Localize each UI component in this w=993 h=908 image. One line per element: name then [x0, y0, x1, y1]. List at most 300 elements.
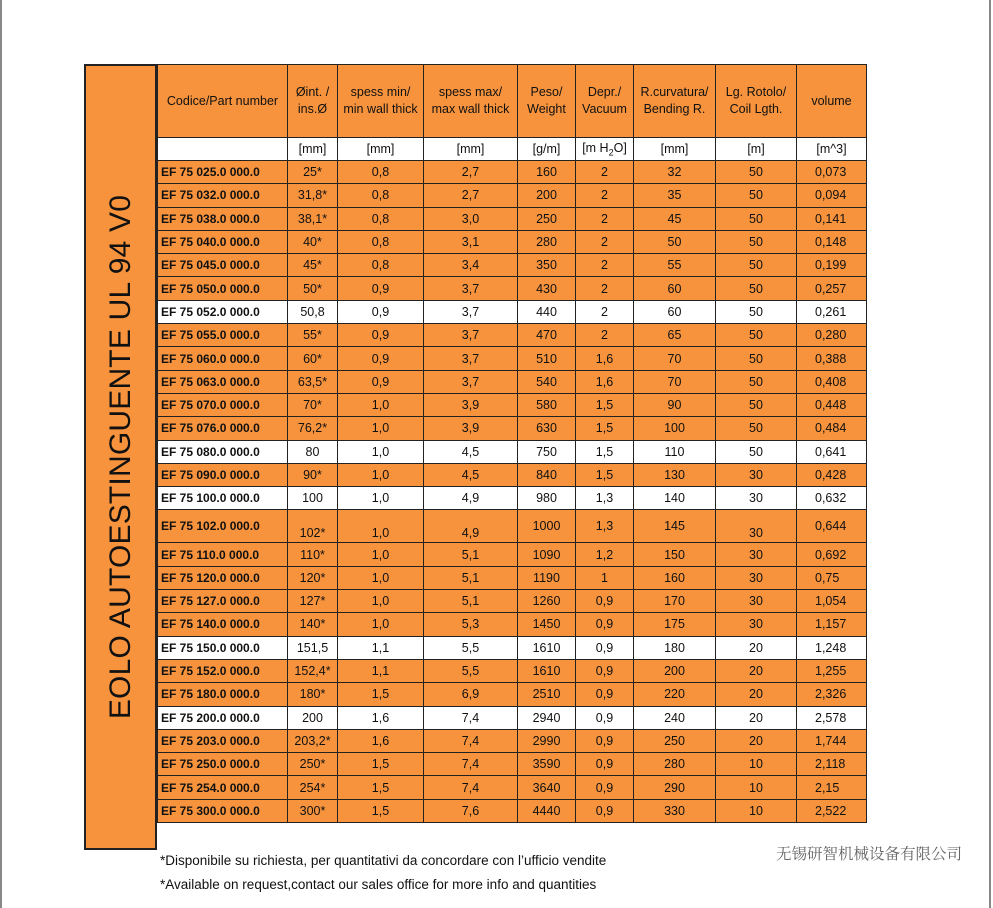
- part-number-cell: EF 75 038.0 000.0: [158, 207, 288, 230]
- volume-cell: 2,15: [797, 776, 867, 799]
- coil-length-cell: 30: [716, 590, 797, 613]
- vacuum-cell: 0,9: [576, 659, 634, 682]
- table-row: [158, 230, 867, 253]
- unit-cell: [mm]: [424, 138, 518, 161]
- min-wall-thickness-cell: 1,0: [338, 417, 424, 440]
- inner-diameter-cell: 300*: [288, 799, 338, 822]
- vacuum-cell: 2: [576, 277, 634, 300]
- weight-cell: 350: [518, 254, 576, 277]
- max-wall-thickness-cell: 5,1: [424, 566, 518, 589]
- vacuum-cell: 2: [576, 324, 634, 347]
- coil-length-cell: 50: [716, 393, 797, 416]
- column-header-line: Bending R.: [643, 102, 706, 116]
- coil-length-cell: 20: [716, 636, 797, 659]
- weight-cell: 1610: [518, 659, 576, 682]
- inner-diameter-cell: 203,2*: [288, 729, 338, 752]
- weight-cell: 280: [518, 230, 576, 253]
- column-header-line: Øint. /: [295, 85, 330, 100]
- vacuum-cell: 0,9: [576, 776, 634, 799]
- inner-diameter-cell: 55*: [288, 324, 338, 347]
- max-wall-thickness-cell: 2,7: [424, 161, 518, 184]
- table-row: [158, 370, 867, 393]
- coil-length-cell: 30: [716, 487, 797, 510]
- vacuum-cell: 0,9: [576, 706, 634, 729]
- unit-cell: [g/m]: [518, 138, 576, 161]
- inner-diameter-cell: 102*: [288, 510, 338, 543]
- volume-cell: 1,054: [797, 590, 867, 613]
- bending-radius-cell: 220: [634, 683, 716, 706]
- min-wall-thickness-cell: 1,1: [338, 636, 424, 659]
- bending-radius-cell: 140: [634, 487, 716, 510]
- coil-length-cell: 20: [716, 659, 797, 682]
- bending-radius-cell: 180: [634, 636, 716, 659]
- part-number-cell: EF 75 060.0 000.0: [158, 347, 288, 370]
- inner-diameter-cell: 100: [288, 487, 338, 510]
- max-wall-thickness-cell: 5,3: [424, 613, 518, 636]
- table-row: [158, 277, 867, 300]
- volume-cell: 0,692: [797, 543, 867, 566]
- inner-diameter-cell: 254*: [288, 776, 338, 799]
- column-header: [576, 65, 634, 138]
- inner-diameter-cell: 60*: [288, 347, 338, 370]
- part-number-cell: EF 75 055.0 000.0: [158, 324, 288, 347]
- table-row: [158, 463, 867, 486]
- min-wall-thickness-cell: 1,6: [338, 729, 424, 752]
- vacuum-cell: 0,9: [576, 753, 634, 776]
- min-wall-thickness-cell: 0,8: [338, 207, 424, 230]
- column-header-line: min wall thick: [343, 102, 418, 116]
- bending-radius-cell: 160: [634, 566, 716, 589]
- inner-diameter-cell: 50*: [288, 277, 338, 300]
- bending-radius-cell: 330: [634, 799, 716, 822]
- bending-radius-cell: 280: [634, 753, 716, 776]
- max-wall-thickness-cell: 4,9: [424, 487, 518, 510]
- volume-cell: 2,578: [797, 706, 867, 729]
- volume-cell: 0,641: [797, 440, 867, 463]
- unit-cell: [m^3]: [797, 138, 867, 161]
- unit-cell: [m]: [716, 138, 797, 161]
- coil-length-cell: 50: [716, 254, 797, 277]
- unit-cell: [mm]: [338, 138, 424, 161]
- column-header-line: Codice/Part number: [166, 93, 279, 108]
- weight-cell: 4440: [518, 799, 576, 822]
- inner-diameter-cell: 40*: [288, 230, 338, 253]
- max-wall-thickness-cell: 5,5: [424, 636, 518, 659]
- max-wall-thickness-cell: 3,7: [424, 370, 518, 393]
- bending-radius-cell: 150: [634, 543, 716, 566]
- table-row: [158, 300, 867, 323]
- coil-length-cell: 20: [716, 729, 797, 752]
- weight-cell: 470: [518, 324, 576, 347]
- volume-cell: 1,744: [797, 729, 867, 752]
- vacuum-cell: 0,9: [576, 590, 634, 613]
- part-number-cell: EF 75 150.0 000.0: [158, 636, 288, 659]
- vacuum-cell: 1,2: [576, 543, 634, 566]
- part-number-cell: EF 75 032.0 000.0: [158, 184, 288, 207]
- weight-cell: 440: [518, 300, 576, 323]
- coil-length-cell: 30: [716, 463, 797, 486]
- part-number-cell: EF 75 200.0 000.0: [158, 706, 288, 729]
- min-wall-thickness-cell: 1,5: [338, 776, 424, 799]
- footnote-english: *Available on request,contact our sales office for more info and quantities: [160, 877, 597, 892]
- bending-radius-cell: 175: [634, 613, 716, 636]
- min-wall-thickness-cell: 0,9: [338, 370, 424, 393]
- coil-length-cell: 10: [716, 753, 797, 776]
- part-number-cell: EF 75 063.0 000.0: [158, 370, 288, 393]
- part-number-cell: EF 75 300.0 000.0: [158, 799, 288, 822]
- column-header-line: volume: [811, 93, 852, 108]
- inner-diameter-cell: 140*: [288, 613, 338, 636]
- part-number-cell: EF 75 040.0 000.0: [158, 230, 288, 253]
- volume-cell: 0,75: [797, 566, 867, 589]
- max-wall-thickness-cell: 4,9: [424, 510, 518, 543]
- table-row: [158, 324, 867, 347]
- max-wall-thickness-cell: 3,7: [424, 324, 518, 347]
- volume-cell: 2,118: [797, 753, 867, 776]
- bending-radius-cell: 200: [634, 659, 716, 682]
- inner-diameter-cell: 180*: [288, 683, 338, 706]
- inner-diameter-cell: 110*: [288, 543, 338, 566]
- weight-cell: 540: [518, 370, 576, 393]
- min-wall-thickness-cell: 1,5: [338, 799, 424, 822]
- weight-cell: 580: [518, 393, 576, 416]
- coil-length-cell: 30: [716, 566, 797, 589]
- column-header: [716, 65, 797, 138]
- column-header-line: Weight: [527, 102, 566, 116]
- coil-length-cell: 50: [716, 277, 797, 300]
- volume-cell: 2,522: [797, 799, 867, 822]
- coil-length-cell: 30: [716, 510, 797, 543]
- volume-cell: 0,484: [797, 417, 867, 440]
- table-row: [158, 393, 867, 416]
- part-number-cell: EF 75 254.0 000.0: [158, 776, 288, 799]
- min-wall-thickness-cell: 1,0: [338, 566, 424, 589]
- table-row: [158, 487, 867, 510]
- table-row: [158, 776, 867, 799]
- column-header: [634, 65, 716, 138]
- min-wall-thickness-cell: 0,9: [338, 324, 424, 347]
- table-row: [158, 347, 867, 370]
- vacuum-cell: 1,6: [576, 370, 634, 393]
- bending-radius-cell: 110: [634, 440, 716, 463]
- vacuum-cell: 1,5: [576, 393, 634, 416]
- min-wall-thickness-cell: 1,0: [338, 393, 424, 416]
- weight-cell: 2510: [518, 683, 576, 706]
- table-row: [158, 613, 867, 636]
- min-wall-thickness-cell: 1,0: [338, 440, 424, 463]
- inner-diameter-cell: 25*: [288, 161, 338, 184]
- min-wall-thickness-cell: 1,6: [338, 706, 424, 729]
- weight-cell: 200: [518, 184, 576, 207]
- coil-length-cell: 50: [716, 417, 797, 440]
- part-number-cell: EF 75 152.0 000.0: [158, 659, 288, 682]
- part-number-cell: EF 75 180.0 000.0: [158, 683, 288, 706]
- footnote-italian: *Disponibile su richiesta, per quantitativi da concordare con l’ufficio vendite: [160, 853, 607, 868]
- column-header-line: Depr./: [587, 85, 622, 100]
- vacuum-cell: 2: [576, 300, 634, 323]
- table-row: [158, 207, 867, 230]
- vacuum-cell: 1,3: [576, 510, 634, 543]
- table-row: [158, 254, 867, 277]
- inner-diameter-cell: 80: [288, 440, 338, 463]
- vacuum-cell: 1,5: [576, 440, 634, 463]
- column-header-line: Peso/: [530, 85, 563, 100]
- volume-cell: 0,148: [797, 230, 867, 253]
- max-wall-thickness-cell: 2,7: [424, 184, 518, 207]
- vacuum-cell: 2: [576, 184, 634, 207]
- min-wall-thickness-cell: 0,9: [338, 347, 424, 370]
- max-wall-thickness-cell: 7,4: [424, 776, 518, 799]
- weight-cell: 250: [518, 207, 576, 230]
- weight-cell: 980: [518, 487, 576, 510]
- table-row: [158, 440, 867, 463]
- header-row: [158, 65, 867, 138]
- table-row: [158, 636, 867, 659]
- coil-length-cell: 50: [716, 300, 797, 323]
- weight-cell: 630: [518, 417, 576, 440]
- column-header-line: ins.Ø: [297, 102, 328, 116]
- part-number-cell: EF 75 100.0 000.0: [158, 487, 288, 510]
- part-number-cell: EF 75 045.0 000.0: [158, 254, 288, 277]
- volume-cell: 0,388: [797, 347, 867, 370]
- volume-cell: 0,261: [797, 300, 867, 323]
- part-number-cell: EF 75 102.0 000.0: [158, 510, 288, 543]
- max-wall-thickness-cell: 6,9: [424, 683, 518, 706]
- bending-radius-cell: 240: [634, 706, 716, 729]
- volume-cell: 0,094: [797, 184, 867, 207]
- weight-cell: 160: [518, 161, 576, 184]
- vacuum-cell: 1,6: [576, 347, 634, 370]
- part-number-cell: EF 75 203.0 000.0: [158, 729, 288, 752]
- weight-cell: 3640: [518, 776, 576, 799]
- page-left-border: [0, 0, 2, 908]
- column-header-line: spess max/: [438, 85, 503, 100]
- table-row: [158, 543, 867, 566]
- coil-length-cell: 20: [716, 683, 797, 706]
- coil-length-cell: 50: [716, 161, 797, 184]
- bending-radius-cell: 170: [634, 590, 716, 613]
- coil-length-cell: 10: [716, 799, 797, 822]
- product-title: EOLO AUTOESTINGUENTE UL 94 V0: [103, 194, 137, 720]
- part-number-cell: EF 75 127.0 000.0: [158, 590, 288, 613]
- max-wall-thickness-cell: 7,4: [424, 706, 518, 729]
- column-header-line: Vacuum: [582, 102, 627, 116]
- column-header: [518, 65, 576, 138]
- column-header-line: R.curvatura/: [640, 85, 709, 100]
- max-wall-thickness-cell: 5,5: [424, 659, 518, 682]
- min-wall-thickness-cell: 1,0: [338, 510, 424, 543]
- max-wall-thickness-cell: 3,9: [424, 393, 518, 416]
- min-wall-thickness-cell: 1,5: [338, 753, 424, 776]
- weight-cell: 1190: [518, 566, 576, 589]
- table-row: [158, 510, 867, 543]
- volume-cell: 0,448: [797, 393, 867, 416]
- max-wall-thickness-cell: 3,7: [424, 300, 518, 323]
- part-number-cell: EF 75 090.0 000.0: [158, 463, 288, 486]
- weight-cell: 510: [518, 347, 576, 370]
- vacuum-cell: 1,3: [576, 487, 634, 510]
- bending-radius-cell: 60: [634, 277, 716, 300]
- column-header-line: spess min/: [350, 85, 411, 100]
- column-header: [288, 65, 338, 138]
- weight-cell: 430: [518, 277, 576, 300]
- watermark: 无锡研智机械设备有限公司: [776, 845, 963, 863]
- inner-diameter-cell: 152,4*: [288, 659, 338, 682]
- min-wall-thickness-cell: 0,8: [338, 254, 424, 277]
- inner-diameter-cell: 200: [288, 706, 338, 729]
- inner-diameter-cell: 120*: [288, 566, 338, 589]
- weight-cell: 1610: [518, 636, 576, 659]
- vacuum-cell: 2: [576, 207, 634, 230]
- min-wall-thickness-cell: 1,0: [338, 613, 424, 636]
- column-header-line: max wall thick: [431, 102, 510, 116]
- inner-diameter-cell: 127*: [288, 590, 338, 613]
- vacuum-cell: 0,9: [576, 613, 634, 636]
- volume-cell: 0,632: [797, 487, 867, 510]
- max-wall-thickness-cell: 3,1: [424, 230, 518, 253]
- units-row: [158, 138, 867, 161]
- vacuum-cell: 0,9: [576, 683, 634, 706]
- max-wall-thickness-cell: 3,4: [424, 254, 518, 277]
- coil-length-cell: 50: [716, 324, 797, 347]
- inner-diameter-cell: 63,5*: [288, 370, 338, 393]
- column-header-line: Coil Lgth.: [729, 102, 783, 116]
- volume-cell: 0,428: [797, 463, 867, 486]
- vacuum-cell: 1: [576, 566, 634, 589]
- volume-cell: 1,157: [797, 613, 867, 636]
- coil-length-cell: 10: [716, 776, 797, 799]
- min-wall-thickness-cell: 1,0: [338, 487, 424, 510]
- bending-radius-cell: 45: [634, 207, 716, 230]
- min-wall-thickness-cell: 0,8: [338, 184, 424, 207]
- min-wall-thickness-cell: 1,0: [338, 463, 424, 486]
- table-row: [158, 683, 867, 706]
- vacuum-cell: 0,9: [576, 729, 634, 752]
- coil-length-cell: 20: [716, 706, 797, 729]
- spec-table: [157, 64, 867, 823]
- inner-diameter-cell: 45*: [288, 254, 338, 277]
- bending-radius-cell: 35: [634, 184, 716, 207]
- table-row: [158, 184, 867, 207]
- column-header: [158, 65, 288, 138]
- table-row: [158, 161, 867, 184]
- weight-cell: 840: [518, 463, 576, 486]
- coil-length-cell: 50: [716, 347, 797, 370]
- column-header: [338, 65, 424, 138]
- table-row: [158, 729, 867, 752]
- vacuum-cell: 2: [576, 161, 634, 184]
- volume-cell: 1,248: [797, 636, 867, 659]
- max-wall-thickness-cell: 7,4: [424, 753, 518, 776]
- inner-diameter-cell: 151,5: [288, 636, 338, 659]
- coil-length-cell: 30: [716, 543, 797, 566]
- part-number-cell: EF 75 076.0 000.0: [158, 417, 288, 440]
- inner-diameter-cell: 250*: [288, 753, 338, 776]
- volume-cell: 2,326: [797, 683, 867, 706]
- inner-diameter-cell: 70*: [288, 393, 338, 416]
- volume-cell: 0,408: [797, 370, 867, 393]
- unit-cell: [mm]: [634, 138, 716, 161]
- volume-cell: 0,280: [797, 324, 867, 347]
- max-wall-thickness-cell: 5,1: [424, 590, 518, 613]
- bending-radius-cell: 50: [634, 230, 716, 253]
- weight-cell: 750: [518, 440, 576, 463]
- column-header: [424, 65, 518, 138]
- bending-radius-cell: 145: [634, 510, 716, 543]
- table-row: [158, 659, 867, 682]
- column-header-line: Lg. Rotolo/: [725, 85, 787, 100]
- max-wall-thickness-cell: 3,7: [424, 277, 518, 300]
- weight-cell: 2940: [518, 706, 576, 729]
- part-number-cell: EF 75 140.0 000.0: [158, 613, 288, 636]
- bending-radius-cell: 32: [634, 161, 716, 184]
- weight-cell: 3590: [518, 753, 576, 776]
- volume-cell: 0,644: [797, 510, 867, 543]
- inner-diameter-cell: 38,1*: [288, 207, 338, 230]
- table-row: [158, 590, 867, 613]
- bending-radius-cell: 55: [634, 254, 716, 277]
- bending-radius-cell: 290: [634, 776, 716, 799]
- weight-cell: 1090: [518, 543, 576, 566]
- inner-diameter-cell: 76,2*: [288, 417, 338, 440]
- bending-radius-cell: 100: [634, 417, 716, 440]
- min-wall-thickness-cell: 1,5: [338, 683, 424, 706]
- max-wall-thickness-cell: 7,4: [424, 729, 518, 752]
- min-wall-thickness-cell: 0,9: [338, 300, 424, 323]
- max-wall-thickness-cell: 3,7: [424, 347, 518, 370]
- bending-radius-cell: 130: [634, 463, 716, 486]
- weight-cell: 1450: [518, 613, 576, 636]
- coil-length-cell: 30: [716, 613, 797, 636]
- unit-cell: [158, 138, 288, 161]
- bending-radius-cell: 65: [634, 324, 716, 347]
- table-row: [158, 417, 867, 440]
- max-wall-thickness-cell: 5,1: [424, 543, 518, 566]
- spec-table-body: [158, 65, 867, 823]
- coil-length-cell: 50: [716, 230, 797, 253]
- part-number-cell: EF 75 050.0 000.0: [158, 277, 288, 300]
- product-title-panel: [84, 64, 157, 850]
- bending-radius-cell: 70: [634, 347, 716, 370]
- weight-cell: 1260: [518, 590, 576, 613]
- min-wall-thickness-cell: 1,0: [338, 543, 424, 566]
- inner-diameter-cell: 90*: [288, 463, 338, 486]
- part-number-cell: EF 75 052.0 000.0: [158, 300, 288, 323]
- volume-cell: 0,257: [797, 277, 867, 300]
- part-number-cell: EF 75 080.0 000.0: [158, 440, 288, 463]
- coil-length-cell: 50: [716, 207, 797, 230]
- vacuum-cell: 0,9: [576, 799, 634, 822]
- bending-radius-cell: 90: [634, 393, 716, 416]
- min-wall-thickness-cell: 0,9: [338, 277, 424, 300]
- max-wall-thickness-cell: 3,0: [424, 207, 518, 230]
- table-row: [158, 753, 867, 776]
- max-wall-thickness-cell: 4,5: [424, 463, 518, 486]
- unit-cell: [m $H_2O$]: [576, 138, 634, 161]
- table-row: [158, 566, 867, 589]
- page-right-border: [989, 0, 991, 908]
- unit-cell: [mm]: [288, 138, 338, 161]
- part-number-cell: EF 75 025.0 000.0: [158, 161, 288, 184]
- min-wall-thickness-cell: 1,0: [338, 590, 424, 613]
- weight-cell: 2990: [518, 729, 576, 752]
- inner-diameter-cell: 50,8: [288, 300, 338, 323]
- vacuum-cell: 1,5: [576, 463, 634, 486]
- min-wall-thickness-cell: 1,1: [338, 659, 424, 682]
- volume-cell: 0,073: [797, 161, 867, 184]
- min-wall-thickness-cell: 0,8: [338, 230, 424, 253]
- max-wall-thickness-cell: 7,6: [424, 799, 518, 822]
